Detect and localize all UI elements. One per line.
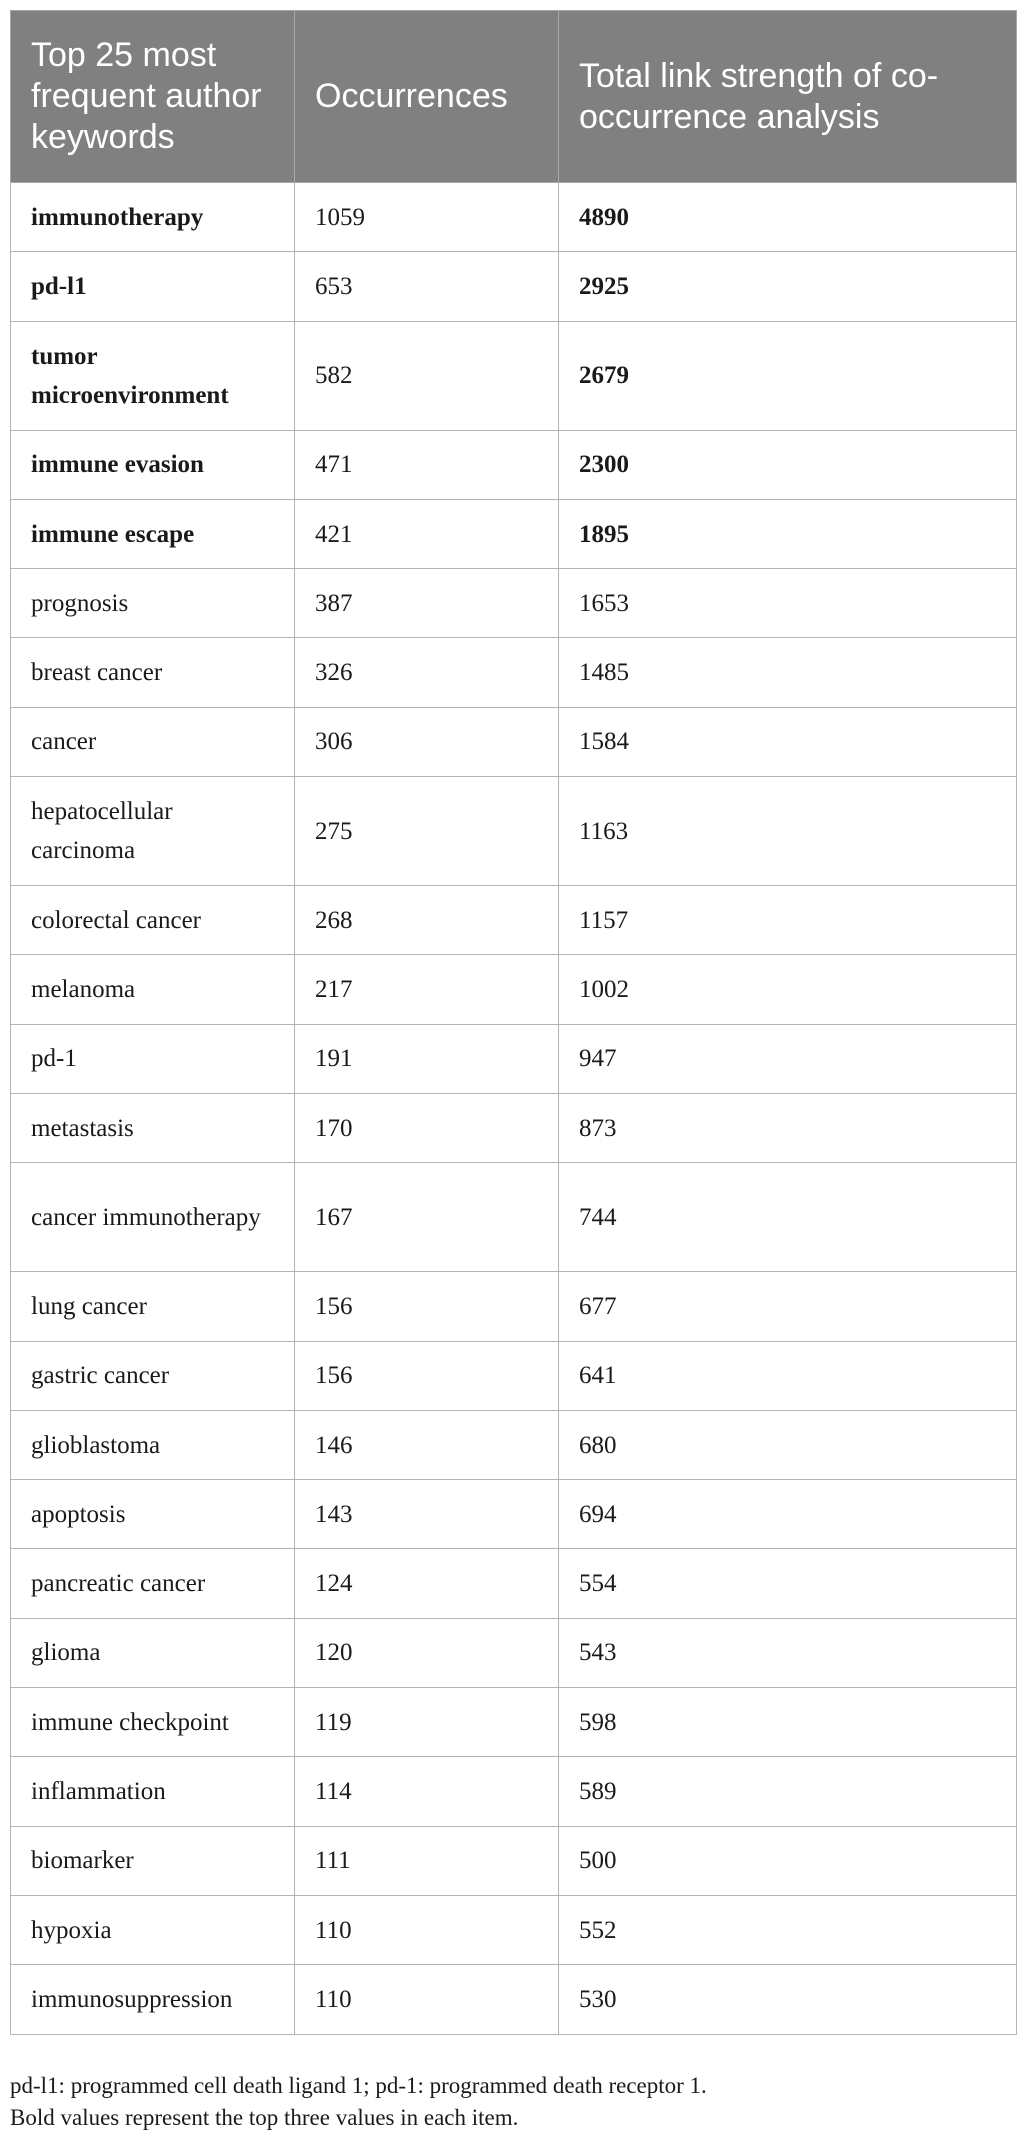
- cell-keyword: immune evasion: [11, 430, 295, 499]
- table-row: [11, 499, 1017, 568]
- table-row: [11, 1549, 1017, 1618]
- table-row: [11, 707, 1017, 776]
- cell-occurrences: 471: [295, 430, 559, 499]
- cell-occurrences: 119: [295, 1688, 559, 1757]
- cell-link-strength: 2300: [559, 430, 1017, 499]
- cell-occurrences: 143: [295, 1480, 559, 1549]
- table-row: [11, 1688, 1017, 1757]
- cell-link-strength: 552: [559, 1895, 1017, 1964]
- cell-keyword: breast cancer: [11, 638, 295, 707]
- cell-occurrences: 114: [295, 1757, 559, 1826]
- table-row: [11, 1757, 1017, 1826]
- cell-keyword: gastric cancer: [11, 1341, 295, 1410]
- cell-occurrences: 217: [295, 955, 559, 1024]
- table-row: [11, 321, 1017, 430]
- cell-occurrences: 306: [295, 707, 559, 776]
- cell-link-strength: 543: [559, 1618, 1017, 1687]
- cell-link-strength: 1157: [559, 886, 1017, 955]
- cell-link-strength: 1163: [559, 777, 1017, 886]
- cell-keyword: immunosuppression: [11, 1965, 295, 2034]
- table-row: [11, 569, 1017, 638]
- table-row: [11, 252, 1017, 321]
- table-row: [11, 1272, 1017, 1341]
- table-row: [11, 430, 1017, 499]
- table-row: [11, 777, 1017, 886]
- cell-keyword: biomarker: [11, 1826, 295, 1895]
- cell-occurrences: 120: [295, 1618, 559, 1687]
- cell-keyword: hepatocellular carcinoma: [11, 777, 295, 886]
- cell-keyword: inflammation: [11, 1757, 295, 1826]
- cell-link-strength: 500: [559, 1826, 1017, 1895]
- cell-occurrences: 156: [295, 1341, 559, 1410]
- cell-occurrences: 124: [295, 1549, 559, 1618]
- cell-keyword: glioblastoma: [11, 1410, 295, 1479]
- cell-link-strength: 744: [559, 1163, 1017, 1272]
- cell-link-strength: 554: [559, 1549, 1017, 1618]
- cell-occurrences: 191: [295, 1024, 559, 1093]
- keyword-table: [10, 10, 1017, 2035]
- cell-occurrences: 110: [295, 1895, 559, 1964]
- cell-keyword: colorectal cancer: [11, 886, 295, 955]
- table-row: [11, 1024, 1017, 1093]
- table-row: [11, 1826, 1017, 1895]
- cell-link-strength: 947: [559, 1024, 1017, 1093]
- cell-keyword: pancreatic cancer: [11, 1549, 295, 1618]
- cell-occurrences: 146: [295, 1410, 559, 1479]
- cell-link-strength: 589: [559, 1757, 1017, 1826]
- cell-keyword: prognosis: [11, 569, 295, 638]
- cell-occurrences: 387: [295, 569, 559, 638]
- cell-keyword: pd-l1: [11, 252, 295, 321]
- cell-keyword: immunotherapy: [11, 183, 295, 252]
- table-row: [11, 955, 1017, 1024]
- table-row: [11, 638, 1017, 707]
- table-row: [11, 1895, 1017, 1964]
- header-keywords: Top 25 most frequent author keywords: [11, 11, 295, 183]
- cell-occurrences: 582: [295, 321, 559, 430]
- cell-keyword: hypoxia: [11, 1895, 295, 1964]
- footnote-bold-explanation: Bold values represent the top three values in each item.: [10, 2105, 519, 2130]
- cell-link-strength: 677: [559, 1272, 1017, 1341]
- cell-link-strength: 4890: [559, 183, 1017, 252]
- cell-occurrences: 326: [295, 638, 559, 707]
- cell-occurrences: 268: [295, 886, 559, 955]
- cell-keyword: tumor microenvironment: [11, 321, 295, 430]
- cell-link-strength: 873: [559, 1093, 1017, 1162]
- cell-link-strength: 1584: [559, 707, 1017, 776]
- cell-keyword: immune checkpoint: [11, 1688, 295, 1757]
- cell-link-strength: 530: [559, 1965, 1017, 2034]
- cell-keyword: metastasis: [11, 1093, 295, 1162]
- cell-keyword: lung cancer: [11, 1272, 295, 1341]
- keyword-table-container: [10, 10, 1016, 2035]
- cell-occurrences: 110: [295, 1965, 559, 2034]
- cell-occurrences: 275: [295, 777, 559, 886]
- table-row: [11, 1480, 1017, 1549]
- table-row: [11, 1618, 1017, 1687]
- cell-keyword: immune escape: [11, 499, 295, 568]
- table-row: [11, 1093, 1017, 1162]
- cell-occurrences: 156: [295, 1272, 559, 1341]
- cell-link-strength: 641: [559, 1341, 1017, 1410]
- header-occurrences: Occurrences: [295, 11, 559, 183]
- table-row: [11, 886, 1017, 955]
- cell-occurrences: 167: [295, 1163, 559, 1272]
- table-header: [11, 11, 1017, 183]
- cell-link-strength: 2925: [559, 252, 1017, 321]
- cell-occurrences: 111: [295, 1826, 559, 1895]
- table-row: [11, 183, 1017, 252]
- table-row: [11, 1163, 1017, 1272]
- cell-occurrences: 653: [295, 252, 559, 321]
- cell-keyword: melanoma: [11, 955, 295, 1024]
- table-row: [11, 1341, 1017, 1410]
- cell-link-strength: 680: [559, 1410, 1017, 1479]
- cell-link-strength: 1002: [559, 955, 1017, 1024]
- cell-keyword: cancer: [11, 707, 295, 776]
- cell-keyword: cancer immunotherapy: [11, 1163, 295, 1272]
- cell-link-strength: 1895: [559, 499, 1017, 568]
- table-body: [11, 183, 1017, 2035]
- table-row: [11, 1965, 1017, 2034]
- cell-link-strength: 2679: [559, 321, 1017, 430]
- footnote-abbreviations: pd-l1: programmed cell death ligand 1; pd-1: programmed death receptor 1.: [10, 2073, 707, 2098]
- cell-keyword: glioma: [11, 1618, 295, 1687]
- cell-keyword: apoptosis: [11, 1480, 295, 1549]
- cell-link-strength: 598: [559, 1688, 1017, 1757]
- cell-occurrences: 170: [295, 1093, 559, 1162]
- table-row: [11, 1410, 1017, 1479]
- table-footnotes: [10, 2070, 1016, 2134]
- cell-link-strength: 694: [559, 1480, 1017, 1549]
- header-row: [11, 11, 1017, 183]
- cell-occurrences: 1059: [295, 183, 559, 252]
- cell-link-strength: 1485: [559, 638, 1017, 707]
- cell-occurrences: 421: [295, 499, 559, 568]
- cell-keyword: pd-1: [11, 1024, 295, 1093]
- cell-link-strength: 1653: [559, 569, 1017, 638]
- header-link-strength: Total link strength of co-occurrence analysis: [559, 11, 1017, 183]
